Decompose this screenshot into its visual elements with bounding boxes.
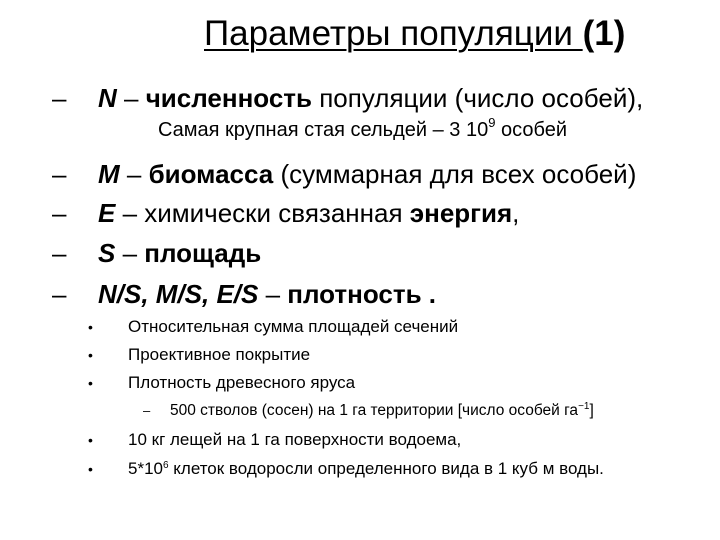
- density-example: [128, 372, 355, 394]
- example-text: 500 стволов (сосен) на 1 га территории [число особей га: [170, 402, 579, 419]
- param-numbers: [98, 82, 643, 114]
- bullet-dot: •: [88, 375, 93, 391]
- param-symbol: M: [98, 159, 120, 189]
- param-symbol: N: [98, 83, 117, 113]
- param-term: плотность: [287, 279, 422, 309]
- note-tail: особей: [495, 119, 568, 141]
- bullet-dot: •: [88, 461, 93, 477]
- param-rest: (суммарная для всех особей): [273, 159, 637, 189]
- param-energy: [98, 197, 519, 229]
- example-tail: клеток водоросли определенного вида в 1 куб м воды.: [168, 459, 604, 478]
- density-example: [128, 458, 604, 480]
- example-text: 5*10: [128, 459, 163, 478]
- density-example: [128, 344, 310, 366]
- param-symbol: E: [98, 198, 116, 228]
- param-rest2: .: [428, 279, 437, 309]
- example-tail: ]: [589, 402, 594, 419]
- bullet-dot: •: [88, 432, 93, 448]
- title-text: Параметры популяции: [204, 14, 583, 53]
- param-term: биомасса: [148, 159, 274, 189]
- dash-marker: –: [52, 198, 67, 228]
- dash-marker: –: [52, 83, 67, 113]
- param-sep: –: [115, 238, 145, 268]
- param-rest: ,: [512, 198, 520, 228]
- note-text: Самая крупная стая сельдей – 3 10: [158, 119, 489, 141]
- example-sup: −1: [578, 401, 590, 412]
- param-symbol: N/S, M/S, E/S: [98, 279, 259, 309]
- tree-example: [170, 400, 594, 422]
- param-biomass: [98, 158, 636, 190]
- param-symbol: S: [98, 238, 116, 268]
- example-text: Плотность древесного яруса: [128, 373, 356, 392]
- example-text: Относительная сумма площадей сечений: [128, 317, 459, 336]
- param-sep: –: [119, 159, 149, 189]
- param-term: площадь: [144, 238, 262, 268]
- note-exponent: 9: [488, 115, 496, 130]
- param-sep: –: [116, 83, 146, 113]
- density-example: [128, 316, 458, 338]
- param-density: [98, 278, 436, 310]
- dash-marker: –: [52, 279, 67, 309]
- param-term: численность: [145, 83, 312, 113]
- bullet-dot: •: [88, 347, 93, 363]
- dash-marker: –: [52, 159, 67, 189]
- herring-note: [158, 115, 568, 142]
- example-text: Проективное покрытие: [128, 345, 311, 364]
- title-number: (1): [582, 14, 626, 53]
- example-sup: 6: [162, 460, 169, 471]
- param-area: [98, 237, 261, 269]
- example-text: 10 кг лещей на 1 га поверхности водоема,: [128, 430, 462, 449]
- param-term: энергия: [409, 198, 513, 228]
- bullet-dot: •: [88, 319, 93, 335]
- slide-title: [204, 14, 625, 54]
- param-sep: – химически связанная: [115, 198, 410, 228]
- dash-marker: –: [52, 238, 67, 268]
- subdash-marker: –: [143, 403, 151, 418]
- param-sep: –: [258, 279, 288, 309]
- density-example: [128, 429, 461, 451]
- param-rest: популяции (число особей),: [312, 83, 644, 113]
- param-rest: [422, 279, 429, 309]
